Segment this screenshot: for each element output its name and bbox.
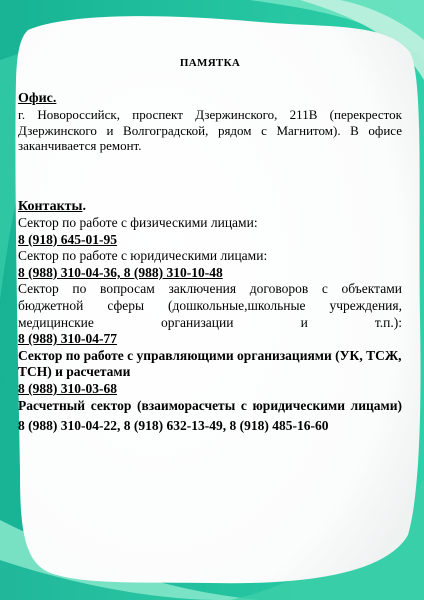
contact-phone-settlement-sector[interactable]: 8 (988) 310-04-22, 8 (918) 632-13-49, 8 (918) 485-16-60	[18, 418, 329, 434]
contact-label-budget-sector: Сектор по вопросам заключения договоров с объектами бюджетной сферы (дошкольные,школьные учреждения, медицинские организации и т.п.):	[18, 281, 402, 330]
contact-phone-individuals[interactable]: 8 (918) 645-01-95	[18, 231, 117, 247]
contact-label-management-companies: Сектор по работе с управляющими организациями (УК, ТСЖ, ТСН) и расчетами	[18, 347, 402, 380]
office-heading: Офис.	[18, 91, 57, 106]
contact-phone-management-companies[interactable]: 8 (988) 310-03-68	[18, 380, 117, 396]
document-title: ПАМЯТКА	[179, 57, 241, 69]
contact-phone-legal-entities[interactable]: 8 (988) 310-04-36, 8 (988) 310-10-48	[18, 264, 223, 280]
contacts-heading	[18, 198, 402, 215]
contact-label-individuals: Сектор по работе с физическими лицами:	[18, 215, 258, 230]
contact-label-settlement-sector: Расчетный сектор (взаиморасчеты с юридическими лицами)	[18, 397, 402, 413]
contacts-section	[18, 198, 402, 435]
office-section	[18, 90, 402, 154]
contacts-heading-text: Контакты	[18, 199, 83, 214]
contact-label-legal-entities: Сектор по работе с юридическими лицами:	[18, 248, 268, 264]
contacts-heading-dot: .	[82, 199, 86, 214]
office-address: г. Новороссийск, проспект Дзержинского, 211В (перекресток Дзержинского и Волгоградской, рядом с Магнитом). В офисе заканчивается ремонт.	[18, 107, 402, 153]
contact-phone-budget-sector[interactable]: 8 (988) 310-04-77	[18, 331, 117, 347]
